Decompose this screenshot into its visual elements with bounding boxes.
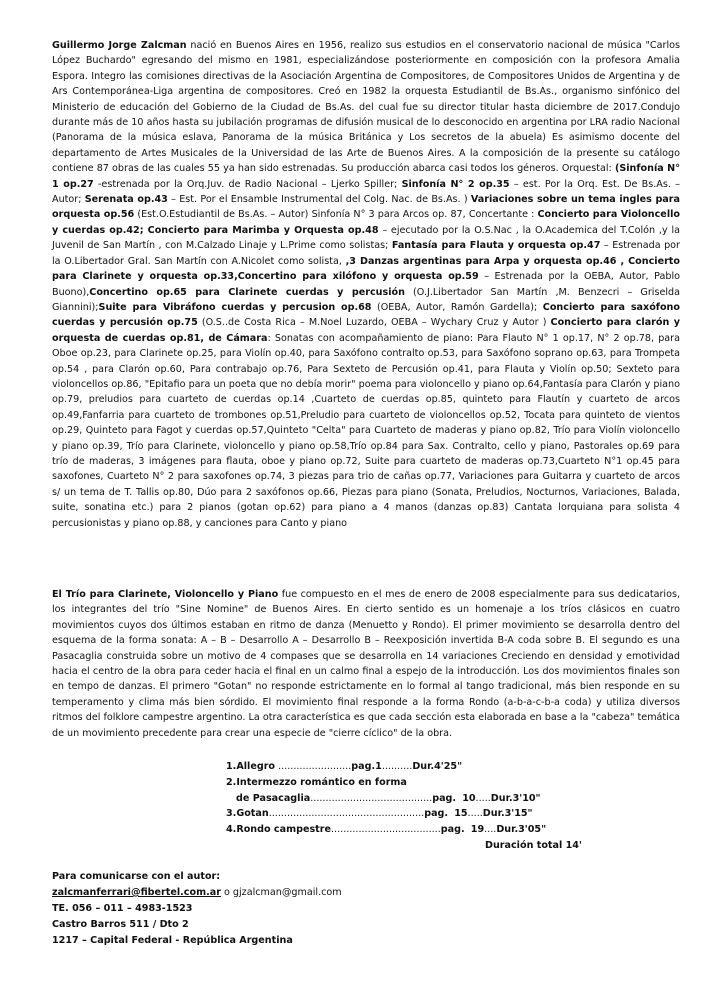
bold-text-run: Concierto para saxófono cuerdas y percusión op.75	[52, 301, 680, 329]
text-run: (OEBA, Autor, Ramón Gardella);	[371, 301, 543, 313]
bold-text-run: Concierto para clarón y orquesta de cuerdas op.81, de Cámara	[52, 317, 680, 344]
email-link-primary[interactable]: zalcmanferrari@fibertel.com.ar	[52, 887, 221, 898]
text-run: – Estrenada por la OEBA, Autor, Pablo Buono),	[52, 271, 680, 298]
bold-text-run: El Trío para Clarinete, Violoncello y Piano	[52, 589, 279, 600]
text-run: (O.S..de Costa Rica – M.Noel Luzardo, OEBA – Wychary Cruz y Autor )	[197, 317, 551, 329]
biography-paragraph	[52, 38, 680, 531]
contact-emails: zalcmanferrari@fibertel.com.ar o gjzalcman@gmail.com	[52, 887, 342, 898]
text-run: – est. Por la Orq. Est. De Bs.As. – Autor;	[52, 178, 680, 206]
bold-text-run: Serenata op.43	[84, 194, 168, 206]
movement-4: 4.Rondo campestre....................................pag. 19....Dur.3'05"	[226, 824, 547, 835]
text-run: (Est.O.Estudiantil de Bs.As. – Autor) Sinfonía N° 3 para Arcos op. 87, Concertante :	[134, 209, 538, 221]
movement-2: de Pasacaglia........................................pag. 10.....Dur.3'10"	[236, 793, 541, 804]
contact-street: Castro Barros 511 / Dto 2	[52, 919, 189, 930]
movement-2-title: 2.Intermezzo romántico en forma	[226, 777, 407, 788]
text-run: -estrenada por la Orq.Juv. de Radio Nacional – Ljerko Spiller;	[93, 178, 402, 190]
contact-city: 1217 – Capital Federal - República Argentina	[52, 935, 293, 946]
bold-text-run: Guillermo Jorge Zalcman	[52, 40, 187, 51]
text-run: : Sonatas con acompañamiento de piano: Para Flauto N° 1 op.17, N° 2 op.78, para Oboe op.23, para Clarinete op.25, para Violín op.40, para Saxófono contralto op.53, para Saxófono soprano op.63, para Trompeta op.54 , para Clarón op.60, Para contrabajo op.76, Para Sexteto de Percusión op.41, para Flauta y Violín op.50; Sexteto para violoncellos op.86, "Epitafio para un poeta que no debía morir" poema para violoncello y piano op.64,Fantasía para Clarón y piano op.79, preludios para cuarteto de cuerdas op.14 ,Cuarteto de cuerdas op.85, quinteto para Flautín y cuarteto de arcos op.49,Fanfarria para cuarteto de trombones op.51,Preludio para cuarteto de violoncellos op.52, Tocata para quinteto de vientos op.29, Quinteto para Fagot y cuerdas op.57,Quinteto "Celta" para Cuarteto de maderas y piano op.82, Trío para Violín violoncello y piano op.39, Trío para Clarinete, violoncello y piano op.58,Trío op.84 para Sax. Contralto, cello y piano, Pastorales op.69 para trío de maderas, 3 imágenes para flauta, oboe y piano op.72, Suite para cuarteto de maderas op.73,Cuarteto N°1 op.45 para saxofones, Cuarteto N° 2 para saxofones op.74, 3 piezas para trio de cañas op.77, Variaciones para Guitarra y cuarteto de arcos s/ un tema de T. Tallis op.80, Dúo para 2 saxófonos op.66, Piezas para piano (Sonata, Preludios, Nocturnos, Variaciones, Balada, suite, sonatina etc.) para 2 pianos (gotan op.62) para piano a 4 manos (danzas op.83) Cantata lorquiana para solista 4 percusionistas y piano op.88, y canciones para Canto y piano	[52, 332, 681, 529]
text-run: – Est. Por el Ensamble Instrumental del Colg. Nac. de Bs.As. )	[167, 194, 471, 206]
bold-text-run: Variaciones sobre un tema ingles para orquesta op.56	[52, 194, 680, 221]
bold-text-run: Concertino op.65 para Clarinete cuerdas y percusión	[89, 286, 405, 298]
movement-3: 3.Gotan...................................................pag. 15.....Dur.3'15"	[226, 808, 533, 819]
movement-1: 1.Allegro ........................pag.1..........Dur.4'25"	[226, 761, 463, 772]
email-secondary: gjzalcman@gmail.com	[232, 887, 342, 898]
text-run: – Estrenada por la O.Libertador Gral. San Martín con A.Nicolet como solista,	[52, 240, 680, 267]
contact-heading: Para comunicarse con el autor:	[52, 871, 221, 882]
bold-text-run: ,3 Danzas argentinas para Arpa y orquesta op.46 , Concierto para Clarinete y orquesta op.33,Concertino para xilófono y orquesta op.59	[52, 255, 680, 283]
bold-text-run: Fantasía para Flauta y orquesta op.47	[391, 240, 601, 252]
trio-description-paragraph	[52, 587, 680, 741]
text-run: (O.J.Libertador San Martín ,M. Benzecri – Griselda Giannini);	[52, 286, 681, 313]
total-duration: Duración total 14'	[485, 840, 582, 851]
text-run: fue compuesto en el mes de enero de 2008 especialmente para sus dedicatarios, los integrantes del trío "Sine Nomine" de Buenos Aires. En cierto sentido es un homenaje a los tríos clásicos en cuatro movimientos cuyos dos últimos estaban en ritmo de danza (Menuetto y Rondo). El primer movimiento se desarrolla dentro del esquema de la forma sonata: A – B – Desarrollo A – Desarrollo B – Reexposición invertida B-A coda sobre B. El segundo es una Pasacaglia construida sobre un motivo de 4 compases que se desarrolla en 14 variaciones Creciendo en densidad y emotividad hacia el centro de la obra para ceder hacia el final en un calmo final a espejo de la introducción. Los dos movimientos finales son en tempo de danzas. El primero "Gotan" no responde estrictamente en lo formal al tango tradicional, más bien responde en su temperamento y clima más bien sórdido. El movimiento final responde a la forma Rondo (a-b-a-c-b-a coda) y utiliza diversos ritmos del folklore campestre argentino. La otra característica es que cada sección esta elaborada en base a la "cabeza" temática de un movimiento precedente para crear una especie de "cierre cíclico" de la obra.	[52, 589, 680, 739]
bold-text-run: (Sinfonía N° 1 op.27	[52, 163, 680, 190]
text-run: nació en Buenos Aires en 1956, realizo sus estudios en el conservatorio nacional de música "Carlos López Buchardo" egresando del mismo en 1981, especializándose posteriormente en composición con la profesora Amalia Espora. Integro las comisiones directivas de la Asociación Argentina de Compositores, de Compositores Unidos de Argentina y de Ars Contemporánea-Liga argentina de compositores. Creó en 1982 la orquesta Estudiantil de Bs.As., organismo sinfónico del Ministerio de educación del Gobierno de la Ciudad de Bs.As. del cual fue su director titular hasta diciembre de 2017.Condujo durante más de 10 años hasta su jubilación programas de difusión musical de lo desconocido en argentina por LRA radio Nacional (Panorama de la música eslava, Panorama de la música Británica y Los secretos de la abuela) Es asimismo docente del departamento de Artes Musicales de la Universidad de las Arte de Buenos Aires. A la composición de la presente su catálogo contiene 87 obras de las cuales 55 ya han sido estrenadas. Su producción abarca casi todos los géneros. Orquestal:	[52, 40, 680, 175]
text-run: – ejecutado por la O.S.Nac , la O.Academica del T.Colón ,y la Juvenil de San Martín , con M.Calzado Linaje y L.Prime como solistas;	[52, 224, 680, 252]
bold-text-run: Concierto para Violoncello y cuerdas op.42; Concierto para Marimba y Orquesta op.48	[52, 209, 680, 236]
bold-text-run: Sinfonía N° 2 op.35	[401, 178, 510, 190]
bold-text-run: Suite para Vibráfono cuerdas y percusion op.68	[98, 301, 372, 313]
contact-phone: TE. 056 – 011 – 4983-1523	[52, 903, 193, 914]
